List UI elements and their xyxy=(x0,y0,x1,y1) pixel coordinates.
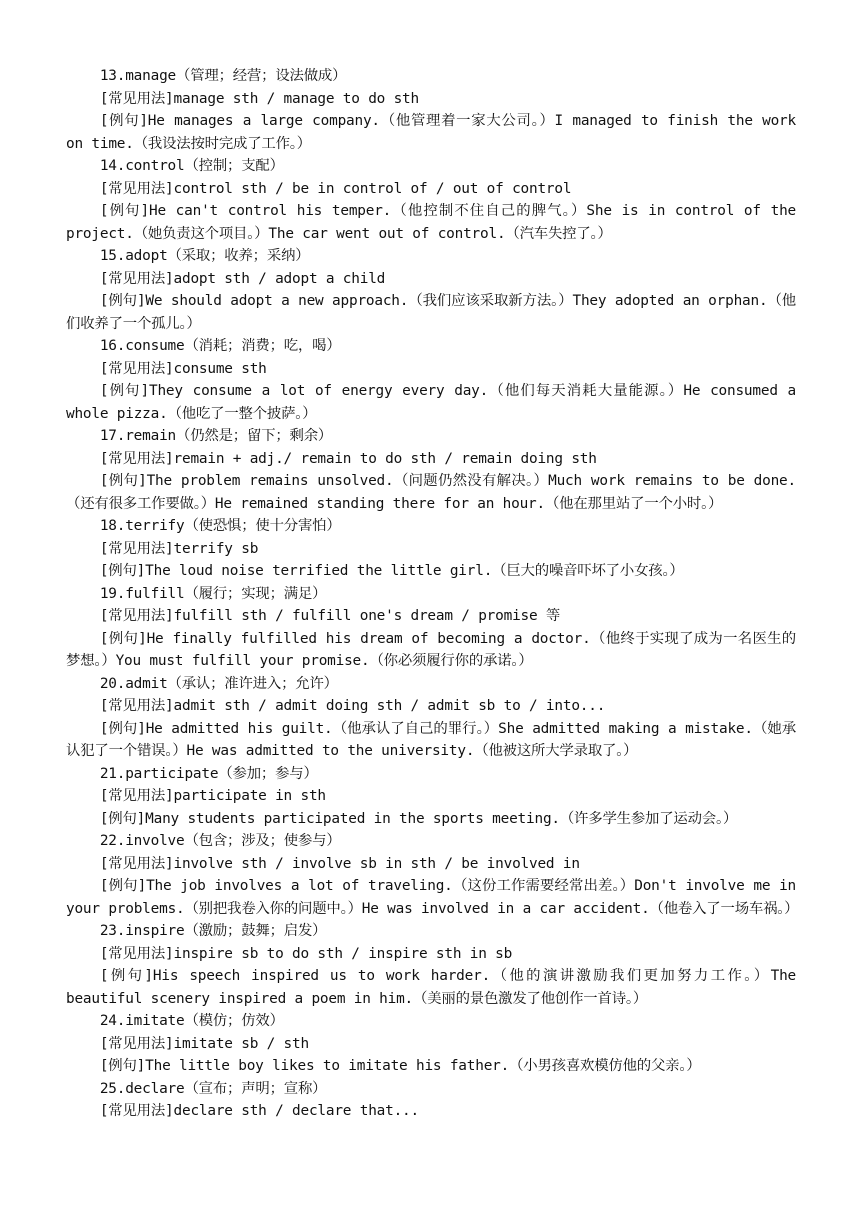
entry-usage: [常见用法]terrify sb xyxy=(99,540,259,557)
entry-usage: [常见用法]inspire sb to do sth / inspire sth in sb xyxy=(99,945,513,962)
entry-example: [例句]The loud noise terrified the little girl.（巨大的噪音吓坏了小女孩。） xyxy=(99,563,684,579)
entry-heading: 21.participate（参加；参与） xyxy=(99,765,318,782)
entry-heading: 24.imitate（模仿；仿效） xyxy=(99,1013,284,1029)
vocab-entry xyxy=(66,335,796,425)
entry-usage: [常见用法]remain + adj./ remain to do sth / remain doing sth xyxy=(99,450,597,467)
vocab-entry xyxy=(66,673,796,763)
entry-usage: [常见用法]participate in sth xyxy=(99,788,326,804)
vocab-entry xyxy=(66,763,796,831)
entry-example: [例句]He admitted his guilt.（他承认了自己的罪行。）She admitted making a mistake.（她承认犯了一个错误。）He was admitted to the university.（他被这所大学录取了。） xyxy=(66,720,796,759)
entry-heading: 15.adopt（采取；收养；采纳） xyxy=(99,248,310,264)
entry-usage: [常见用法]manage sth / manage to do sth xyxy=(99,90,419,107)
entry-heading: 18.terrify（使恐惧；使十分害怕） xyxy=(99,518,341,534)
entry-heading: 23.inspire（激励；鼓舞；启发） xyxy=(99,923,327,939)
entry-usage: [常见用法]adopt sth / adopt a child xyxy=(99,270,386,287)
entry-usage: [常见用法]admit sth / admit doing sth / admit sb to / into... xyxy=(99,698,606,714)
vocab-entry xyxy=(66,920,796,1010)
entry-example: [例句]He finally fulfilled his dream of becoming a doctor.（他终于实现了成为一名医生的梦想。）You must fulfill your promise.（你必须履行你的承诺。） xyxy=(66,630,796,669)
vocab-entry xyxy=(66,1010,796,1078)
entry-example: [例句]We should adopt a new approach.（我们应该采取新方法。）They adopted an orphan.（他们收养了一个孤儿。） xyxy=(66,293,796,332)
vocab-entry xyxy=(66,65,796,155)
vocab-entry xyxy=(66,830,799,920)
vocab-entry xyxy=(66,583,796,673)
entry-heading: 16.consume（消耗；消费；吃，喝） xyxy=(99,338,341,354)
entry-heading: 25.declare（宣布；声明；宣称） xyxy=(99,1080,327,1097)
vocab-entry xyxy=(66,245,796,335)
vocab-entry xyxy=(66,515,796,583)
entry-heading: 20.admit（承认；准许进入；允许） xyxy=(99,675,338,692)
entry-usage: [常见用法]fulfill sth / fulfill one's dream / promise 等 xyxy=(99,608,561,624)
entry-usage: [常见用法]control sth / be in control of / out of control xyxy=(99,180,572,197)
entry-usage: [常见用法]involve sth / involve sb in sth / be involved in xyxy=(99,855,580,872)
entry-heading: 14.control（控制；支配） xyxy=(99,158,284,174)
entry-example: [例句]He manages a large company.（他管理着一家大公司。）I managed to finish the work on time.（我设法按时完成了工作。） xyxy=(66,113,796,152)
entry-heading: 22.involve（包含；涉及；使参与） xyxy=(99,833,341,849)
entry-heading: 13.manage（管理；经营；设法做成） xyxy=(99,68,347,84)
entry-usage: [常见用法]declare sth / declare that... xyxy=(99,1103,419,1119)
entry-example: [例句]He can't control his temper.（他控制不住自己的脾气。）She is in control of the project.（她负责这个项目。）The car went out of control.（汽车失控了。） xyxy=(66,203,796,242)
entry-example: [例句]The problem remains unsolved.（问题仍然没有解决。）Much work remains to be done.（还有很多工作要做。）He remained standing there for an hour.（他在那里站了一个小时。） xyxy=(66,473,796,512)
vocab-entry xyxy=(66,155,796,245)
entry-heading: 19.fulfill（履行；实现；满足） xyxy=(99,585,327,602)
entry-usage: [常见用法]imitate sb / sth xyxy=(99,1035,309,1052)
entry-example: [例句]The job involves a lot of traveling.（这份工作需要经常出差。）Don't involve me in your problems.（别把我卷入你的问题中。）He was involved in a car accident.（他卷入了一场车祸。） xyxy=(66,878,799,917)
entry-example: [例句]The little boy likes to imitate his father.（小男孩喜欢模仿他的父亲。） xyxy=(99,1058,701,1074)
entry-usage: [常见用法]consume sth xyxy=(99,360,267,377)
vocab-entry xyxy=(66,1078,796,1123)
entry-heading: 17.remain（仍然是；留下；剩余） xyxy=(99,428,333,444)
entry-example: [例句]Many students participated in the sports meeting.（许多学生参加了运动会。） xyxy=(99,810,738,827)
entry-example: [例句]His speech inspired us to work harder.（他的演讲激励我们更加努力工作。）The beautiful scenery inspired a poem in him.（美丽的景色激发了他创作一首诗。） xyxy=(66,968,796,1007)
entry-example: [例句]They consume a lot of energy every day.（他们每天消耗大量能源。）He consumed a whole pizza.（他吃了一整个披萨。） xyxy=(66,383,796,422)
vocabulary-document xyxy=(66,65,799,1123)
vocab-entry xyxy=(66,425,796,515)
